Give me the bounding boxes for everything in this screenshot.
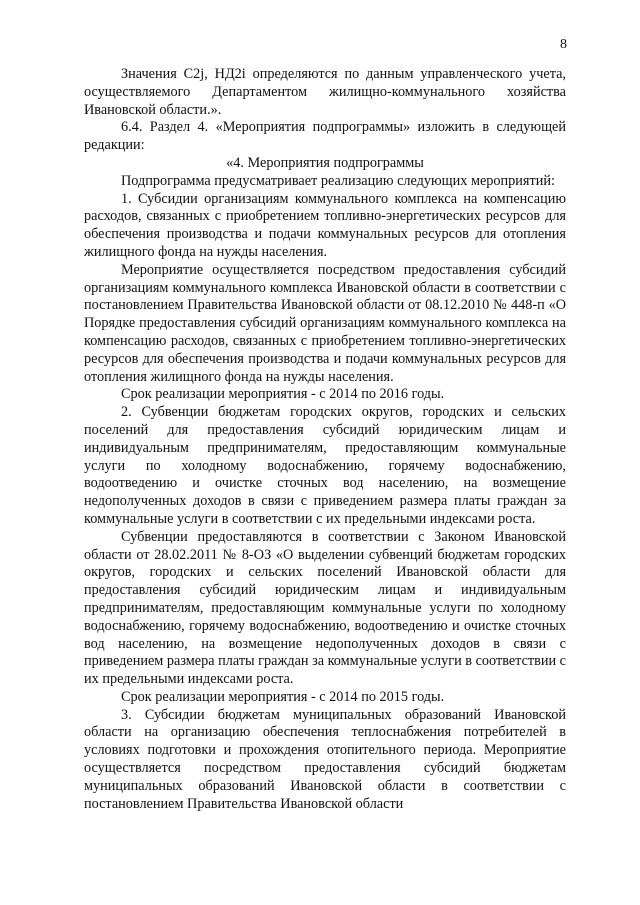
paragraph-measure-1-details: Мероприятие осуществляется посредством предоставления субсидий организациям коммунального комплекса Ивановской области в соответствии с постановлением Правительства Ивановской области от 08.12.2010 № 448-п «О Порядке предоставления субсидий организациям коммунального комплекса на компенсацию расходов, связанных с приобретением топливно-энергетических ресурсов для обеспечения производства и подачи коммунальных ресурсов для отопления жилищного фонда на нужды населения. [84,261,566,385]
paragraph-measure-1-term: Срок реализации мероприятия - с 2014 по 2016 годы. [121,386,445,403]
paragraph-measure-2-details: Субвенции предоставляются в соответствии с Законом Ивановской области от 28.02.2011 № 8-ОЗ «О выделении субвенций бюджетам городских округов, городских и сельских поселений Ивановской области для предоставления субсидий юридическим лицам и индивидуальным предпринимателям, предоставляющим коммунальные услуги по холодному водоснабжению, горячему водоснабжению, водоотведению и очистке сточных вод населению, на возмещение недополученных доходов в связи с приведением размера платы граждан за коммунальные услуги в соответствии с их предельными индексами роста. [84,528,567,688]
document-body [84,66,566,813]
section-heading: «4. Мероприятия подпрограммы [226,154,424,171]
page-number: 8 [560,37,567,52]
paragraph-measure-1: 1. Субсидии организациям коммунального комплекса на компенсацию расходов, связанных с приобретением топливно-энергетических ресурсов для обеспечения производства и подачи коммунальных ресурсов для отопления жилищного фонда на нужды населения. [84,190,566,260]
paragraph-measure-2: 2. Субвенции бюджетам городских округов, городских и сельских поселений для предоставления субсидий юридическим лицам и индивидуальным предпринимателям, предоставляющим коммунальные услуги по холодному водоснабжению, горячему водоснабжению, водоотведению и очистке сточных вод населению, на возмещение недополученных доходов в связи с приведением размера платы граждан за коммунальные услуги в соответствии с их предельными индексами роста. [84,404,566,527]
paragraph-program-intro: Подпрограмма предусматривает реализацию следующих мероприятий: [121,172,555,189]
paragraph-section-change: 6.4. Раздел 4. «Мероприятия подпрограммы» изложить в следующей редакции: [84,119,566,154]
paragraph-measure-3: 3. Субсидии бюджетам муниципальных образований Ивановской области на организацию обеспечения теплоснабжения потребителей в условиях подготовки и прохождения отопительного периода. Мероприятие осуществляется посредством предоставления субсидий бюджетам муниципальных образований Ивановской области в соответствии с постановлением Правительства Ивановской области [84,706,566,812]
paragraph-measure-2-term: Срок реализации мероприятия - с 2014 по 2015 годы. [121,688,445,705]
paragraph-calc-note: Значения С2j, НД2i определяются по данным управленческого учета, осуществляемого Департаментом жилищно-коммунального хозяйства Ивановской области.». [84,66,566,118]
